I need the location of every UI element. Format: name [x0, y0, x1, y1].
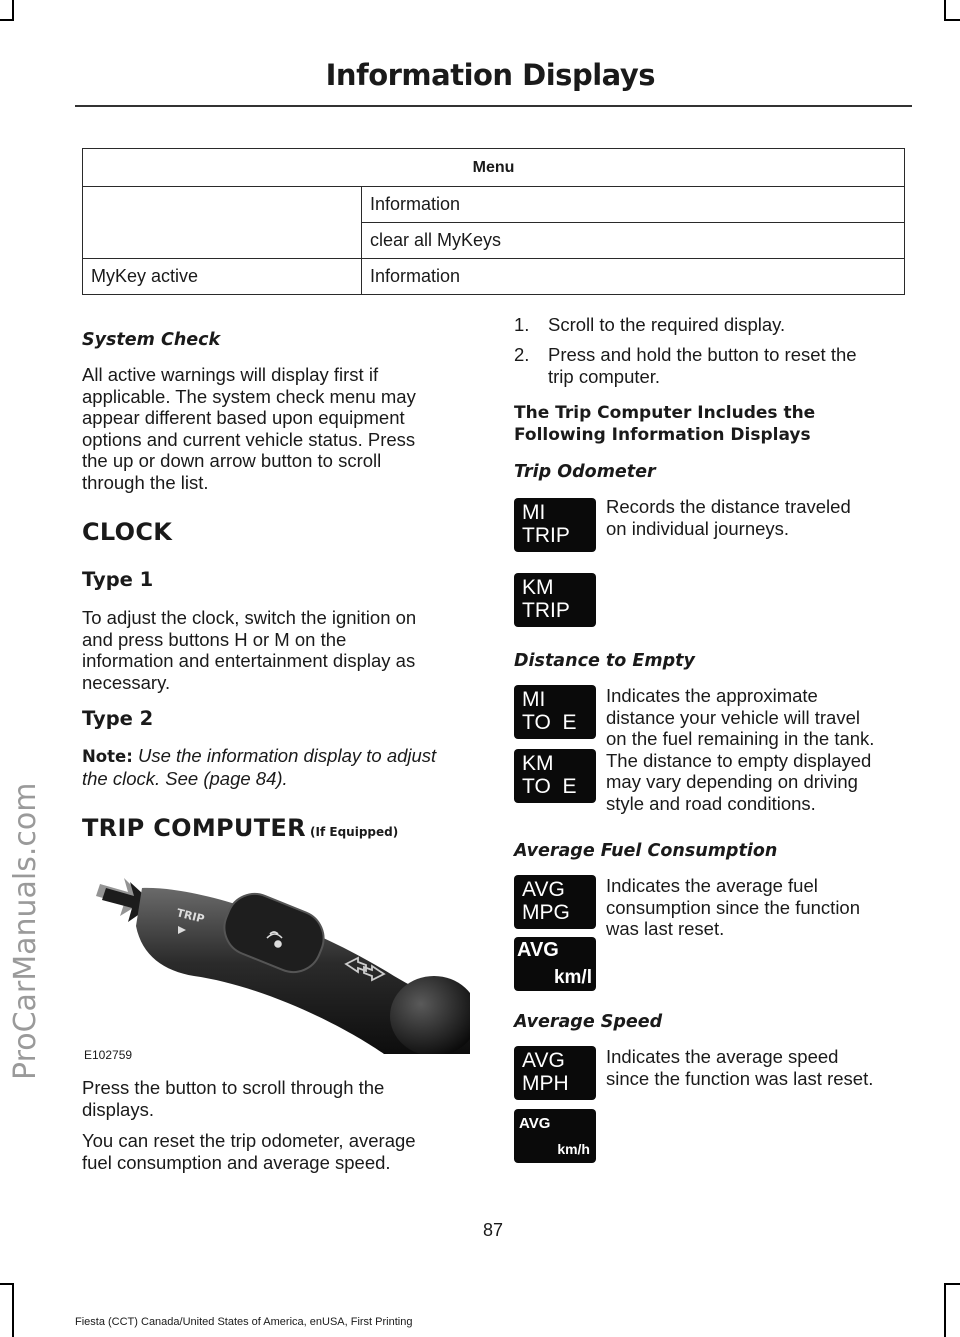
note: [82, 745, 436, 789]
badge-line: AVG: [519, 1115, 551, 1132]
text-line: Indicates the approximate: [606, 685, 818, 706]
crop-mark: [12, 1283, 14, 1337]
text-line: style and road conditions.: [606, 792, 816, 814]
badge-line: AVG: [522, 1049, 565, 1072]
badge-line: TO E: [522, 775, 577, 798]
step-number: 1.: [514, 314, 530, 335]
trip-odometer-text: [606, 496, 851, 539]
page-title: Information Displays: [325, 58, 655, 92]
table-row: [83, 187, 905, 223]
text-line: consumption since the function: [606, 896, 861, 918]
system-check-text: [82, 364, 416, 493]
text-line: displays.: [82, 1098, 154, 1120]
text-line: trip computer.: [548, 365, 661, 387]
trip-stalk-figure: [84, 866, 470, 1054]
badge-line: AVG: [522, 878, 565, 901]
table-row: [83, 259, 905, 295]
step-text: [548, 344, 857, 387]
text-line: The Trip Computer Includes the: [514, 403, 816, 423]
avs-text: [606, 1046, 873, 1089]
avg-kmh-badge-icon: [514, 1109, 596, 1163]
crop-mark: [0, 19, 14, 21]
crop-mark: [944, 1283, 960, 1285]
figure-id: E102759: [84, 1048, 133, 1062]
crop-mark: [944, 0, 946, 20]
km-trip-badge-icon: [514, 573, 596, 627]
text-line: and press buttons H or M on the: [82, 628, 347, 650]
badge-line: TRIP: [522, 599, 570, 622]
table-cell: Information: [362, 259, 905, 295]
step-number: 2.: [514, 344, 530, 365]
table-cell: MyKey active: [83, 259, 362, 295]
stalk-trip-label: TRIP: [175, 906, 206, 926]
badge-line: MPH: [522, 1072, 569, 1095]
text-line: since the function was last reset.: [606, 1067, 874, 1089]
text-line: Press the button to scroll through the: [82, 1077, 385, 1098]
clock-heading: CLOCK: [82, 518, 173, 546]
km-to-e-badge-icon: [514, 749, 596, 803]
text-line: on the fuel remaining in the tank.: [606, 728, 875, 749]
text-line: options and current vehicle status. Press: [82, 428, 416, 450]
avg-mph-badge-icon: [514, 1046, 596, 1100]
badge-line: TO E: [522, 711, 577, 734]
menu-table-header: Menu: [83, 149, 905, 187]
text-line: was last reset.: [606, 918, 725, 939]
text-line: Records the distance traveled: [606, 496, 851, 517]
badge-line: MI: [522, 501, 546, 524]
text-line: Following Information Displays: [514, 425, 811, 445]
mi-to-e-badge-icon: [514, 685, 596, 739]
text-line: Indicates the average speed: [606, 1046, 839, 1067]
text-line: on individual journeys.: [606, 517, 790, 539]
trip-computer-heading: [82, 814, 399, 843]
crop-mark: [12, 0, 14, 20]
page-number: 87: [482, 1220, 504, 1240]
badge-line: MI: [522, 688, 546, 711]
badge-line: MPG: [522, 901, 570, 924]
text-line: the up or down arrow button to scroll: [82, 450, 382, 471]
text-line: fuel consumption and average speed.: [82, 1151, 391, 1173]
note-text: Use the information display to adjust: [132, 745, 437, 766]
dte-text: [606, 685, 874, 814]
badge-line: TRIP: [522, 524, 570, 547]
text-line: The distance to empty displayed: [606, 749, 872, 771]
includes-heading: [514, 402, 815, 446]
step-text: Scroll to the required display.: [548, 314, 786, 335]
trip-heading-suffix: (If Equipped): [305, 825, 399, 839]
text-line: appear different based upon equipment: [82, 407, 405, 428]
trip-odometer-heading: Trip Odometer: [514, 462, 656, 482]
avg-kml-badge-icon: [514, 937, 596, 991]
badge-line: KM: [522, 576, 554, 599]
crop-mark: [0, 1283, 14, 1285]
type1-heading: Type 1: [82, 568, 154, 591]
text-line: applicable. The system check menu may: [82, 385, 416, 407]
text-line: Indicates the average fuel: [606, 875, 818, 896]
system-check-heading: System Check: [82, 330, 221, 350]
crop-mark: [944, 19, 960, 21]
text-line: may vary depending on driving: [606, 771, 858, 792]
table-cell: clear all MyKeys: [362, 223, 905, 259]
footer: Fiesta (CCT) Canada/United States of America, enUSA, First Printing: [75, 1316, 413, 1328]
avg-mpg-badge-icon: [514, 875, 596, 929]
text-line: through the list.: [82, 471, 209, 493]
text-line: All active warnings will display first if: [82, 364, 379, 385]
afc-text: [606, 875, 860, 940]
text-line: You can reset the trip odometer, average: [82, 1130, 416, 1151]
note-text: the clock. See (page 84).: [82, 767, 288, 789]
type1-text: [82, 607, 416, 693]
crop-mark: [944, 1283, 946, 1337]
mi-trip-badge-icon: [514, 498, 596, 552]
badge-line: AVG: [517, 939, 559, 961]
note-label: Note:: [82, 747, 133, 766]
badge-line: KM: [522, 752, 554, 775]
badge-line: km/h: [557, 1141, 590, 1157]
reset-text: [82, 1130, 416, 1173]
avs-heading: Average Speed: [514, 1012, 663, 1032]
text-line: distance your vehicle will travel: [606, 706, 860, 728]
dte-heading: Distance to Empty: [514, 651, 695, 671]
trip-heading-text: TRIP COMPUTER: [82, 814, 306, 842]
table-cell: Information: [362, 187, 905, 223]
press-text: [82, 1077, 384, 1120]
text-line: information and entertainment display as: [82, 650, 416, 671]
text-line: To adjust the clock, switch the ignition on: [82, 607, 417, 628]
title-rule: [75, 105, 912, 107]
afc-heading: Average Fuel Consumption: [514, 841, 778, 861]
table-cell: [83, 187, 362, 259]
badge-line: km/l: [553, 967, 592, 988]
text-line: Press and hold the button to reset the: [548, 344, 857, 365]
text-line: necessary.: [82, 671, 171, 693]
menu-table: [82, 148, 905, 295]
side-watermark: ProCarManuals.com: [8, 782, 43, 1080]
type2-heading: Type 2: [82, 707, 154, 730]
